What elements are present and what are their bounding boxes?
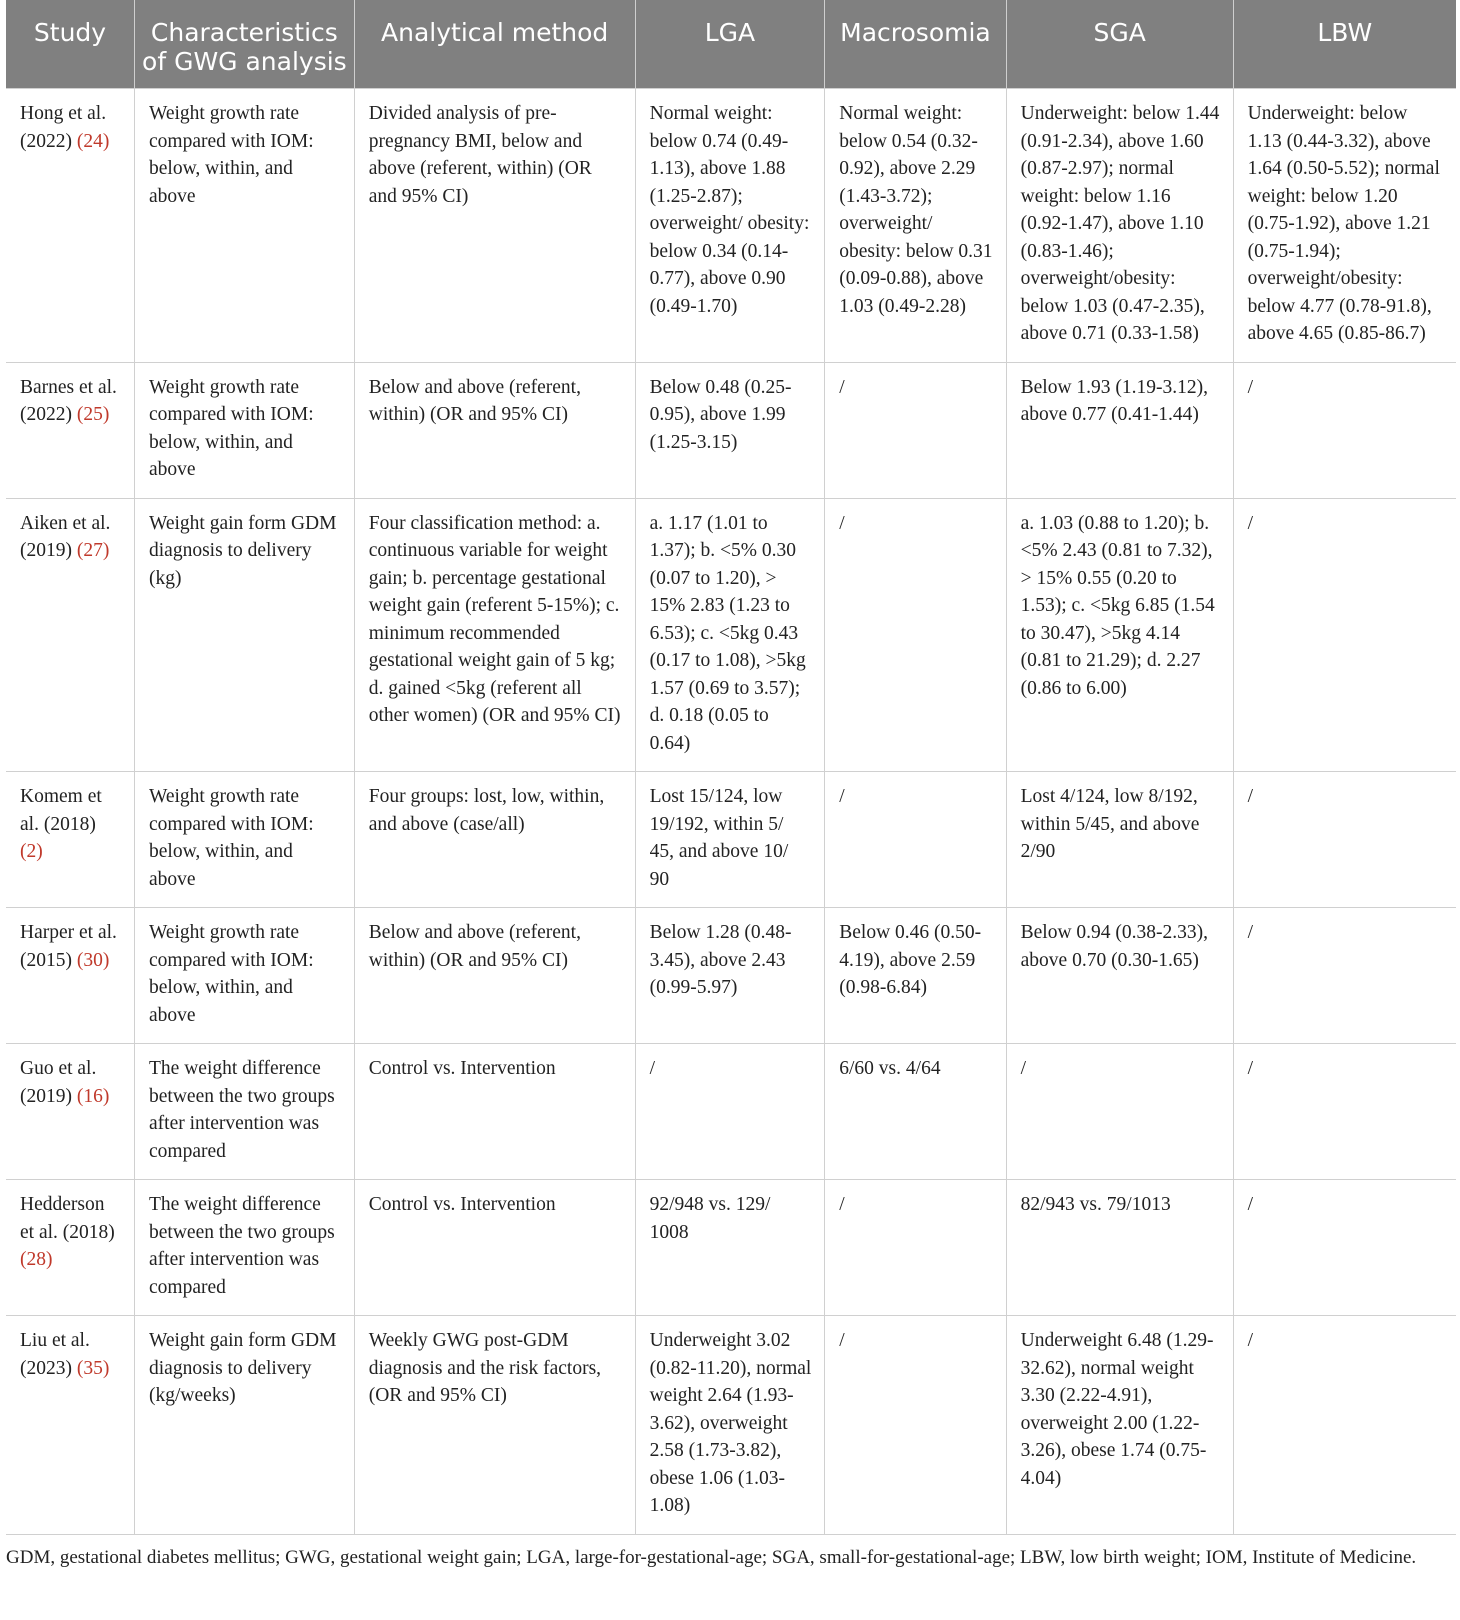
cell-study: [6, 362, 135, 498]
cell-macrosomia: /: [825, 772, 1006, 908]
cell-macrosomia: 6/60 vs. 4/64: [825, 1044, 1006, 1180]
cell-characteristics: Weight growth rate compared with IOM: below, within, and above: [135, 362, 355, 498]
column-header-lbw: LBW: [1233, 0, 1456, 89]
reference-link[interactable]: (30): [76, 949, 110, 971]
cell-lga: Below 0.48 (0.25-0.95), above 1.99 (1.25-3.15): [635, 362, 825, 498]
cell-study: [6, 1180, 135, 1316]
cell-study: [6, 498, 135, 772]
cell-characteristics: Weight growth rate compared with IOM: below, within, and above: [135, 89, 355, 363]
cell-characteristics: The weight difference between the two groups after intervention was compared: [135, 1180, 355, 1316]
table-row: [6, 1044, 1456, 1180]
cell-method: Control vs. Intervention: [354, 1044, 635, 1180]
cell-macrosomia: /: [825, 362, 1006, 498]
table-container: [6, 0, 1456, 1571]
cell-method: Control vs. Intervention: [354, 1180, 635, 1316]
cell-lbw: /: [1233, 362, 1456, 498]
column-header-sga: SGA: [1006, 0, 1233, 89]
cell-lga: Normal weight: below 0.74 (0.49-1.13), above 1.88 (1.25-2.87); overweight/ obesity: below 0.34 (0.14-0.77), above 0.90 (0.49-1.70): [635, 89, 825, 363]
cell-sga: Underweight 6.48 (1.29-32.62), normal weight 3.30 (2.22-4.91), overweight 2.00 (1.22-3.26), obese 1.74 (0.75-4.04): [1006, 1316, 1233, 1535]
column-header-macrosomia: Macrosomia: [825, 0, 1006, 89]
cell-study: [6, 89, 135, 363]
cell-macrosomia: /: [825, 498, 1006, 772]
cell-method: Four groups: lost, low, within, and above (case/all): [354, 772, 635, 908]
cell-study: [6, 1044, 135, 1180]
cell-sga: 82/943 vs. 79/1013: [1006, 1180, 1233, 1316]
cell-method: Below and above (referent, within) (OR and 95% CI): [354, 362, 635, 498]
study-name: Aiken et al. (2019): [20, 512, 111, 561]
table-row: [6, 1180, 1456, 1316]
cell-lga: 92/948 vs. 129/ 1008: [635, 1180, 825, 1316]
cell-method: Weekly GWG post-GDM diagnosis and the risk factors, (OR and 95% CI): [354, 1316, 635, 1535]
cell-macrosomia: /: [825, 1316, 1006, 1535]
study-name: Liu et al. (2023): [20, 1330, 90, 1379]
reference-link[interactable]: (24): [76, 130, 110, 152]
table-header-row: [6, 0, 1456, 89]
reference-link[interactable]: (16): [76, 1085, 110, 1107]
cell-characteristics: Weight growth rate compared with IOM: below, within, and above: [135, 908, 355, 1044]
table-row: [6, 908, 1456, 1044]
table-row: [6, 89, 1456, 363]
cell-lbw: /: [1233, 1316, 1456, 1535]
cell-lga: Underweight 3.02 (0.82-11.20), normal weight 2.64 (1.93-3.62), overweight 2.58 (1.73-3.82), obese 1.06 (1.03-1.08): [635, 1316, 825, 1535]
cell-lga: Lost 15/124, low 19/192, within 5/ 45, and above 10/ 90: [635, 772, 825, 908]
cell-characteristics: Weight gain form GDM diagnosis to delivery (kg/weeks): [135, 1316, 355, 1535]
cell-macrosomia: Below 0.46 (0.50-4.19), above 2.59 (0.98-6.84): [825, 908, 1006, 1044]
cell-characteristics: Weight gain form GDM diagnosis to delivery (kg): [135, 498, 355, 772]
table-row: [6, 498, 1456, 772]
cell-sga: /: [1006, 1044, 1233, 1180]
column-header-characteristics: Characteristics of GWG analysis: [135, 0, 355, 89]
cell-macrosomia: Normal weight: below 0.54 (0.32-0.92), above 2.29 (1.43-3.72); overweight/ obesity: below 0.31 (0.09-0.88), above 1.03 (0.49-2.28): [825, 89, 1006, 363]
cell-study: [6, 908, 135, 1044]
cell-sga: Below 0.94 (0.38-2.33), above 0.70 (0.30-1.65): [1006, 908, 1233, 1044]
cell-method: Four classification method: a. continuous variable for weight gain; b. percentage gestational weight gain (referent 5-15%); c. minimum recommended gestational weight gain of 5 kg; d. gained <5kg (referent all other women) (OR and 95% CI): [354, 498, 635, 772]
cell-lga: Below 1.28 (0.48-3.45), above 2.43 (0.99-5.97): [635, 908, 825, 1044]
reference-link[interactable]: (27): [76, 540, 110, 561]
results-table: [6, 0, 1456, 1535]
cell-study: [6, 772, 135, 908]
cell-study: [6, 1316, 135, 1535]
cell-lbw: /: [1233, 498, 1456, 772]
cell-sga: Lost 4/124, low 8/192, within 5/45, and above 2/90: [1006, 772, 1233, 908]
cell-method: Below and above (referent, within) (OR and 95% CI): [354, 908, 635, 1044]
cell-lga: /: [635, 1044, 825, 1180]
reference-link[interactable]: (2): [20, 841, 43, 862]
study-name: Komem et al. (2018): [20, 786, 102, 835]
cell-sga: Below 1.93 (1.19-3.12), above 0.77 (0.41-1.44): [1006, 362, 1233, 498]
cell-lbw: /: [1233, 772, 1456, 908]
table-body: [6, 89, 1456, 1535]
study-name: Hedderson et al. (2018): [20, 1194, 115, 1243]
column-header-method: Analytical method: [354, 0, 635, 89]
study-name: Guo et al. (2019): [20, 1058, 97, 1107]
table-row: [6, 772, 1456, 908]
cell-characteristics: The weight difference between the two groups after intervention was compared: [135, 1044, 355, 1180]
cell-lbw: Underweight: below 1.13 (0.44-3.32), above 1.64 (0.50-5.52); normal weight: below 1.20 (0.75-1.92), above 1.21 (0.75-1.94); overweight/obesity: below 4.77 (0.78-91.8), above 4.65 (0.85-86.7): [1233, 89, 1456, 363]
cell-lga: a. 1.17 (1.01 to 1.37); b. <5% 0.30 (0.07 to 1.20), > 15% 2.83 (1.23 to 6.53); c. <5kg 0.43 (0.17 to 1.08), >5kg 1.57 (0.69 to 3.57); d. 0.18 (0.05 to 0.64): [635, 498, 825, 772]
table-row: [6, 362, 1456, 498]
cell-macrosomia: /: [825, 1180, 1006, 1316]
study-name: Barnes et al. (2022): [20, 376, 117, 425]
cell-characteristics: Weight growth rate compared with IOM: below, within, and above: [135, 772, 355, 908]
table-row: [6, 1316, 1456, 1535]
cell-lbw: /: [1233, 1044, 1456, 1180]
cell-sga: a. 1.03 (0.88 to 1.20); b. <5% 2.43 (0.81 to 7.32), > 15% 0.55 (0.20 to 1.53); c. <5kg 6.85 (1.54 to 30.47), >5kg 4.14 (0.81 to 21.29); d. 2.27 (0.86 to 6.00): [1006, 498, 1233, 772]
cell-sga: Underweight: below 1.44 (0.91-2.34), above 1.60 (0.87-2.97); normal weight: below 1.16 (0.92-1.47), above 1.10 (0.83-1.46); overweight/obesity: below 1.03 (0.47-2.35), above 0.71 (0.33-1.58): [1006, 89, 1233, 363]
cell-lbw: /: [1233, 908, 1456, 1044]
study-name: Harper et al. (2015): [20, 922, 117, 971]
column-header-study: Study: [6, 0, 135, 89]
table-footnote: GDM, gestational diabetes mellitus; GWG, gestational weight gain; LGA, large-for-gestational-age; SGA, small-for-gestational-age; LBW, low birth weight; IOM, Institute of Medicine.: [6, 1546, 1417, 1568]
study-name: Hong et al. (2022): [20, 103, 107, 152]
cell-method: Divided analysis of pre-pregnancy BMI, below and above (referent, within) (OR and 95% CI): [354, 89, 635, 363]
cell-lbw: /: [1233, 1180, 1456, 1316]
reference-link[interactable]: (25): [76, 404, 110, 425]
reference-link[interactable]: (35): [76, 1357, 110, 1379]
reference-link[interactable]: (28): [20, 1249, 53, 1270]
column-header-lga: LGA: [635, 0, 825, 89]
